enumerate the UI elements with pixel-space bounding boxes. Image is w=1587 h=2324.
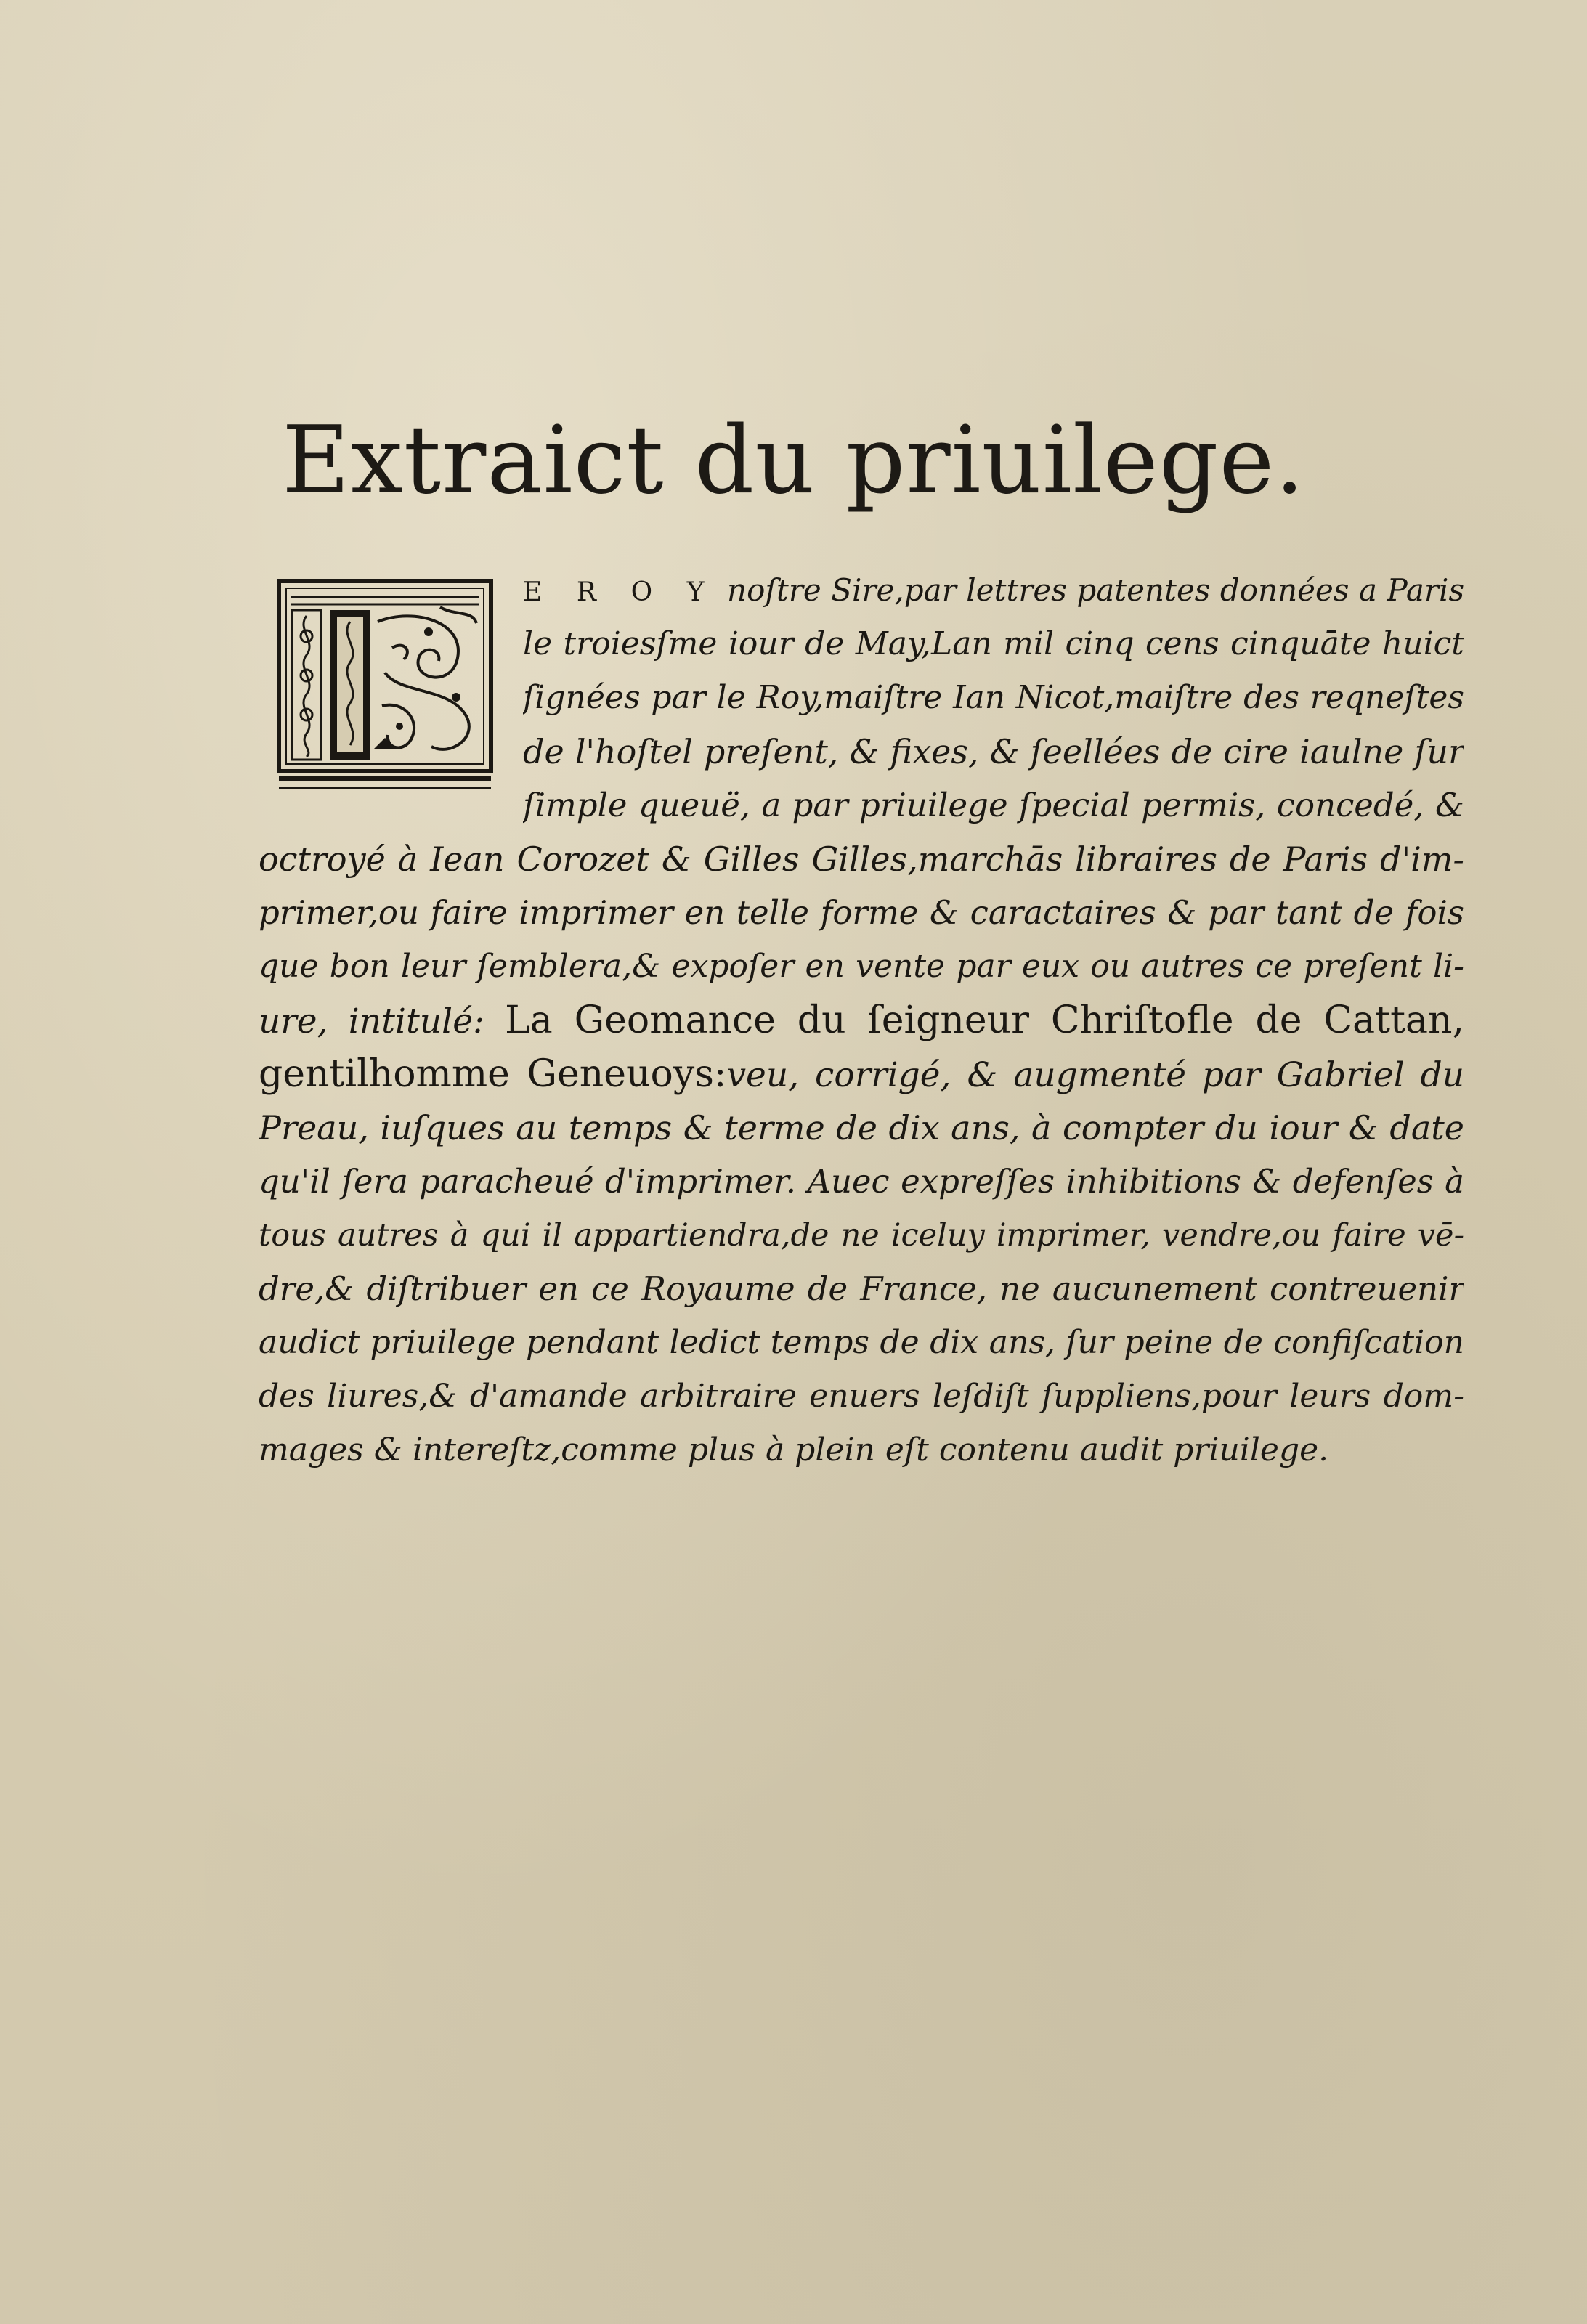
text-line: que bon leur ſemblera,& expoſer en vente par eux ou autres ce preſent li-: [259, 948, 1464, 985]
privilege-text-block: [259, 564, 1464, 1486]
text-line: ure, intitulé: La Geomance du ſeigneur Chriſtofle de Cattan,: [259, 999, 1464, 1042]
text-line: primer,ou faire imprimer en telle forme & caractaires & par tant de fois: [259, 893, 1464, 932]
text-line: ſignées par le Roy,maiſtre Ian Nicot,maiſtre des reqneſtes: [523, 679, 1464, 716]
text-line: dre,& diſtribuer en ce Royaume de France, ne aucunement contreuenir: [259, 1269, 1464, 1308]
text-line: mages & intereſtz,comme plus à plein eſt contenu audit priuilege.: [259, 1431, 1329, 1468]
text-line: Preau, iuſques au temps & terme de dix ans, à compter du iour & date: [259, 1108, 1464, 1147]
text-line: qu'il ſera paracheué d'imprimer. Auec expreſſes inhibitions & defenſes à: [259, 1162, 1464, 1200]
text-line: audict priuilege pendant ledict temps de dix ans, ſur peine de confiſcation: [259, 1324, 1464, 1361]
page-title: Extraict du priuilege.: [282, 407, 1305, 515]
text-line: ſimple queuë, a par priuilege ſpecial permis, concedé, &: [523, 786, 1464, 824]
text-line: E R O Y noſtre Sire,par lettres patentes données a Paris: [523, 572, 1464, 608]
text-line: octroyé à Iean Corozet & Gilles Gilles,marchās libraires de Paris d'im-: [259, 840, 1464, 879]
text-line: des liures,& d'amande arbitraire enuers leſdiſt ſuppliens,pour leurs dom-: [259, 1378, 1464, 1415]
text-line: tous autres à qui il appartiendra,de ne iceluy imprimer, vendre,ou faire vē-: [259, 1217, 1464, 1254]
text-line: le troiesſme iour de May,Lan mil cinq cens cinquāte huict: [523, 625, 1464, 662]
text-line: de l'hoſtel preſent, & fixes, & ſeellées de cire iaulne ſur: [523, 732, 1464, 771]
text-line: gentilhomme Geneuoys:veu, corrigé, & augmenté par Gabriel du: [259, 1052, 1464, 1096]
